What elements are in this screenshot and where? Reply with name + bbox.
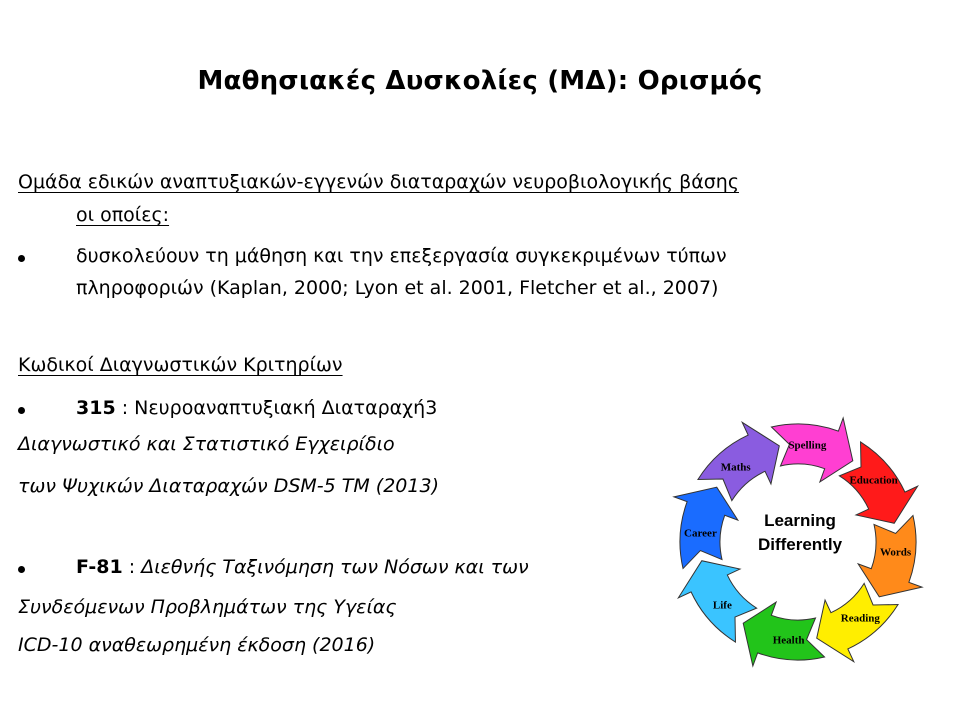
wheel-label-education: Education bbox=[849, 474, 898, 487]
slide-title: Μαθησιακές Δυσκολίες (ΜΔ): Ορισμός bbox=[197, 66, 763, 96]
definition-heading-line1: Ομάδα εδικών αναπτυξιακών-εγγενών διαταραχών νευροβιολογικής βάσης bbox=[18, 171, 739, 193]
bullet-icon bbox=[18, 255, 25, 262]
icd-line2: Συνδεόμενων Προβλημάτων της Υγείας bbox=[18, 596, 397, 618]
bullet-icon bbox=[18, 407, 25, 414]
wheel-label-spelling: Spelling bbox=[788, 439, 827, 452]
code-item-icd bbox=[76, 555, 529, 579]
code-icd: F-81 bbox=[76, 556, 123, 578]
icd-line3: ICD-10 αναθεωρημένη έκδοση (2016) bbox=[18, 634, 376, 656]
wheel-label-reading: Reading bbox=[840, 612, 880, 625]
code-icd-sep: : bbox=[122, 556, 142, 578]
wheel-center-line1: Learning bbox=[764, 511, 836, 530]
code-dsm-text: : Νευροαναπτυξιακή Διαταραχή3 bbox=[115, 397, 438, 419]
learning-wheel-graphic bbox=[648, 392, 944, 688]
definition-bullet-line1: δυσκολεύουν τη μάθηση και την επεξεργασία συγκεκριμένων τύπων bbox=[76, 245, 727, 267]
dsm-source-line1: Διαγνωστικό και Στατιστικό Εγχειρίδιο bbox=[18, 433, 395, 455]
wheel-label-maths: Maths bbox=[720, 461, 751, 474]
dsm-source-line2: των Ψυχικών Διαταραχών DSM-5 TM (2013) bbox=[18, 475, 439, 497]
wheel-label-life: Life bbox=[712, 599, 732, 612]
wheel-label-health: Health bbox=[772, 634, 805, 647]
definition-bullet-line2: πληροφοριών (Kaplan, 2000; Lyon et al. 2001, Fletcher et al., 2007) bbox=[76, 277, 719, 299]
code-dsm: 315 bbox=[76, 397, 116, 419]
wheel-label-career: Career bbox=[684, 527, 717, 540]
wheel-center-line2: Differently bbox=[757, 535, 843, 554]
code-icd-text: Διεθνής Ταξινόμηση των Νόσων και των bbox=[141, 556, 529, 578]
wheel-label-words: Words bbox=[879, 546, 912, 559]
bullet-icon bbox=[18, 566, 25, 573]
definition-heading-line2: οι οποίες: bbox=[76, 204, 170, 226]
code-item-dsm bbox=[76, 396, 437, 420]
codes-heading: Κωδικοί Διαγνωστικών Κριτηρίων bbox=[18, 354, 343, 376]
